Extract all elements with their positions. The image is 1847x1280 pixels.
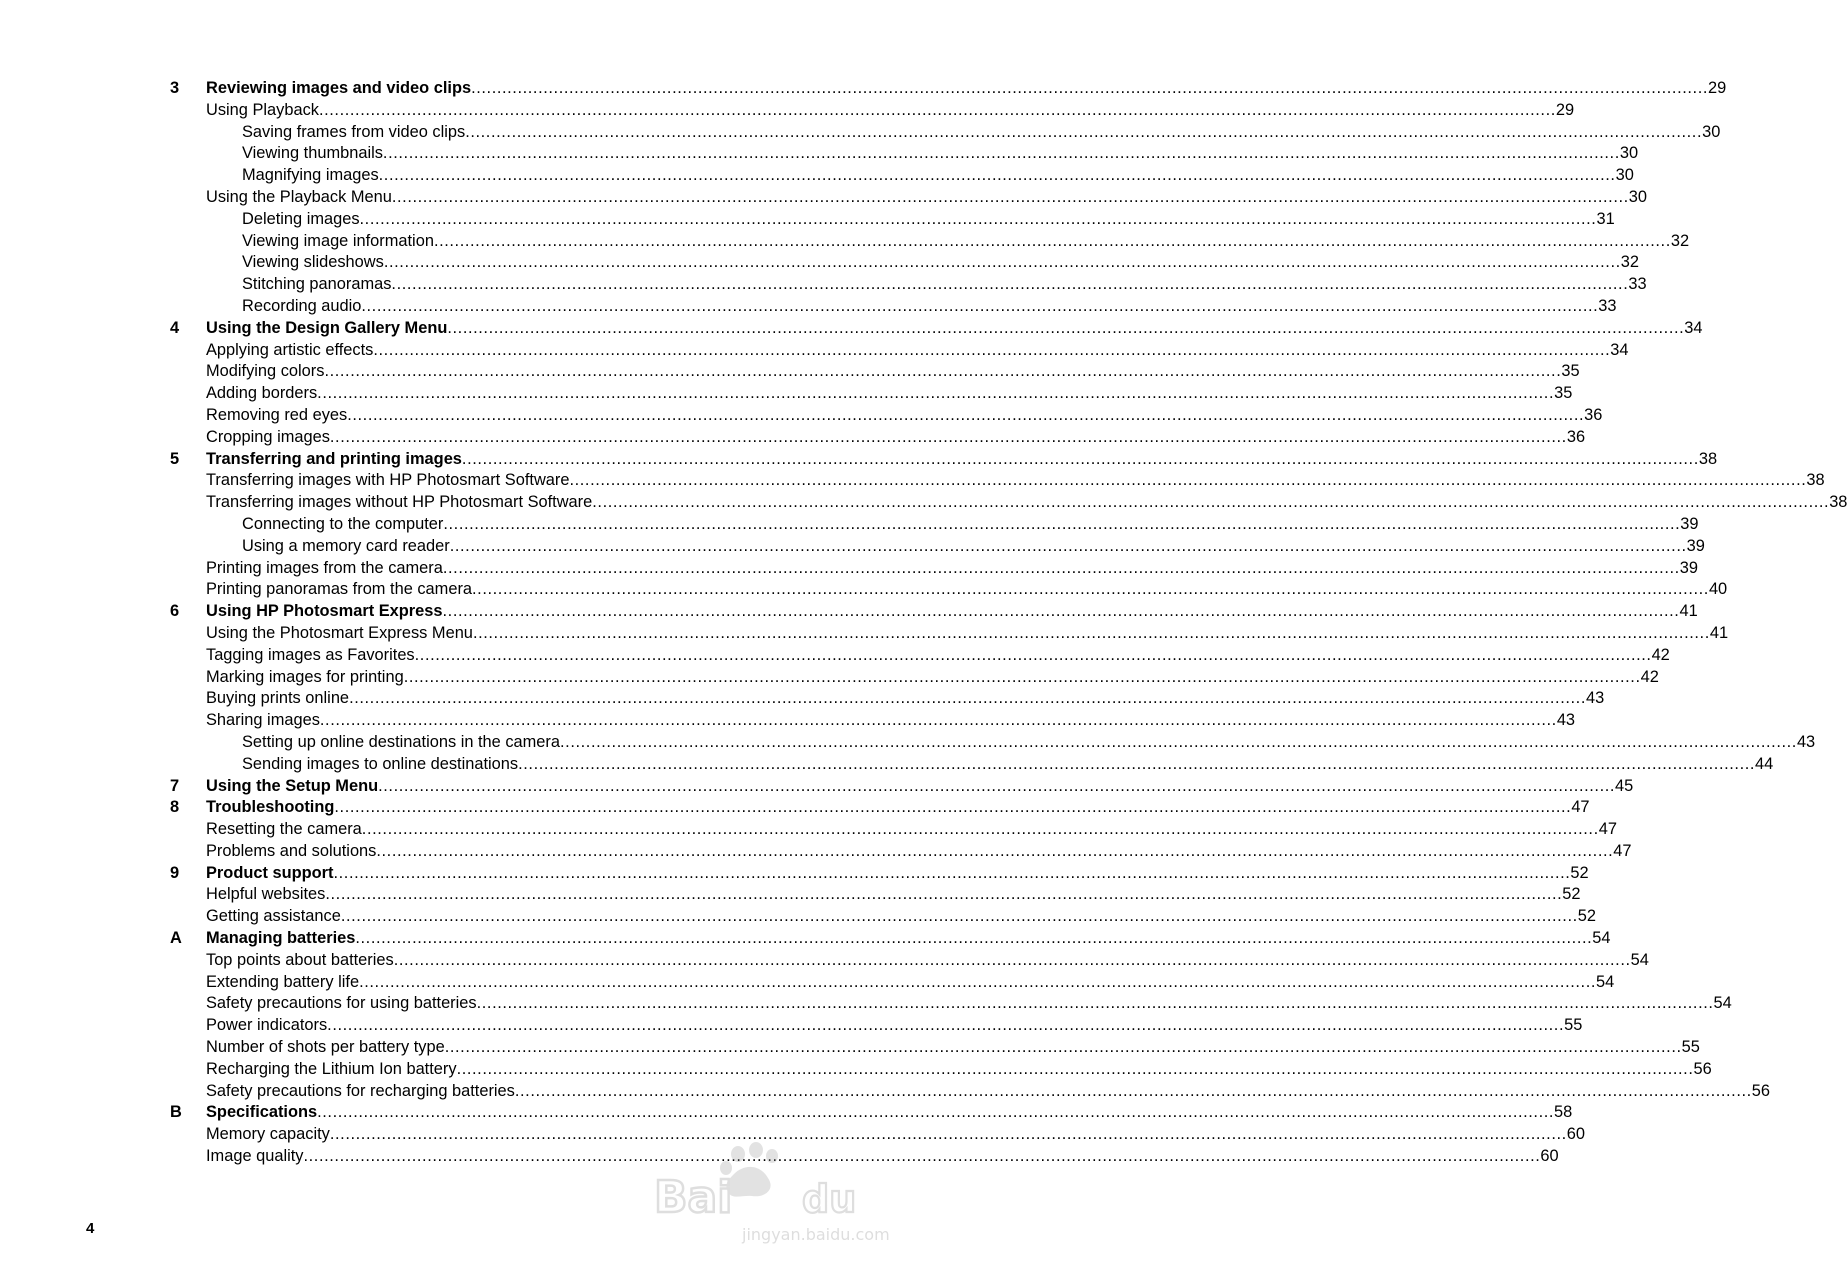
toc-entry-title[interactable]: Transferring images with HP Photosmart Software — [206, 471, 570, 490]
toc-entry-line — [206, 579, 1728, 601]
dot-leader — [465, 122, 1702, 144]
toc-entry[interactable] — [0, 710, 1576, 732]
toc-entry-title[interactable]: Applying artistic effects — [206, 340, 374, 359]
dot-leader — [304, 1146, 1541, 1168]
toc-entry-title[interactable]: Reviewing images and video clips — [206, 79, 472, 97]
dot-leader — [361, 296, 1598, 318]
toc-entry-page[interactable]: 54 — [1596, 972, 1615, 991]
toc-entry[interactable] — [0, 993, 1732, 1015]
dot-leader — [392, 187, 1629, 209]
dot-leader — [445, 1037, 1682, 1059]
toc-entry-title[interactable]: Top points about batteries — [206, 950, 394, 969]
toc-entry[interactable] — [0, 296, 1617, 318]
toc-entry-line — [206, 688, 1605, 710]
toc-entry[interactable] — [0, 209, 1615, 231]
toc-entry-title[interactable]: Buying prints online — [206, 689, 350, 708]
dot-leader — [450, 536, 1687, 558]
toc-entry-line — [206, 1059, 1712, 1081]
toc-entry-page[interactable]: 54 — [1592, 929, 1611, 948]
toc-entry-line — [206, 906, 1596, 928]
toc-entry-page[interactable]: 45 — [1615, 776, 1634, 795]
toc-entry-line — [206, 449, 1718, 471]
toc-entry-line — [242, 732, 1816, 754]
toc-entry-line — [242, 165, 1634, 187]
dot-leader — [359, 972, 1596, 994]
toc-entry-page[interactable]: 43 — [1585, 689, 1605, 708]
dot-leader — [355, 928, 1592, 950]
dot-leader — [349, 688, 1586, 710]
toc-entry[interactable] — [0, 100, 1575, 122]
toc-entry-page[interactable]: 47 — [1613, 841, 1632, 860]
toc-entry-page[interactable]: 60 — [1540, 1147, 1559, 1166]
toc-entry-line — [242, 143, 1639, 165]
dot-leader — [394, 950, 1631, 972]
toc-entry-title[interactable]: Safety precautions for using batteries — [206, 994, 477, 1013]
toc-entry-page[interactable]: 29 — [1555, 100, 1575, 119]
toc-entry-title[interactable]: Transferring and printing images — [206, 449, 462, 468]
dot-leader — [471, 78, 1708, 100]
toc-entry[interactable] — [0, 274, 1647, 296]
toc-entry-line — [206, 645, 1670, 667]
toc-entry[interactable] — [0, 318, 1703, 340]
toc-entry[interactable] — [0, 1102, 1573, 1124]
dot-leader — [330, 427, 1567, 449]
dot-leader — [319, 100, 1556, 122]
toc-entry-line — [206, 863, 1589, 885]
toc-entry-page[interactable]: 34 — [1610, 340, 1629, 359]
chapter-number: 8 — [170, 798, 180, 817]
toc-entry-title[interactable]: Product support — [206, 863, 334, 882]
chapter-number: 4 — [170, 318, 180, 337]
dot-leader — [379, 165, 1616, 187]
toc-entry-line — [242, 209, 1615, 231]
toc-entry-page[interactable]: 55 — [1564, 1016, 1583, 1035]
dot-leader — [473, 623, 1710, 645]
dot-leader — [341, 906, 1578, 928]
dot-leader — [384, 252, 1621, 274]
dot-leader — [333, 863, 1570, 885]
toc-entry-title[interactable]: Helpful websites — [206, 885, 326, 904]
chapter-number: A — [170, 929, 182, 948]
toc-entry-page[interactable]: 56 — [1751, 1081, 1771, 1100]
toc-entry[interactable] — [0, 143, 1639, 165]
toc-entry[interactable] — [0, 863, 1589, 885]
toc-entry[interactable] — [0, 558, 1699, 580]
dot-leader — [360, 209, 1597, 231]
toc-entry[interactable] — [0, 383, 1573, 405]
toc-entry-title[interactable]: Viewing slideshows — [242, 253, 384, 272]
toc-entry-title[interactable]: Number of shots per battery type — [206, 1038, 445, 1057]
dot-leader — [592, 492, 1829, 514]
dot-leader — [347, 405, 1584, 427]
toc-entry[interactable] — [0, 536, 1705, 558]
toc-entry-title[interactable]: Viewing image information — [242, 231, 434, 250]
toc-entry-page[interactable]: 38 — [1806, 471, 1825, 490]
toc-entry[interactable] — [0, 1059, 1712, 1081]
svg-text:du: du — [802, 1177, 857, 1221]
dot-leader — [383, 143, 1620, 165]
toc-entry-line — [242, 252, 1639, 274]
toc-entry-page[interactable]: 30 — [1619, 144, 1639, 163]
dot-leader — [462, 449, 1699, 471]
toc-entry-page[interactable]: 30 — [1702, 122, 1721, 141]
dot-leader — [560, 732, 1797, 754]
toc-entry-title[interactable]: Safety precautions for recharging batteries — [206, 1081, 515, 1100]
toc-entry[interactable] — [0, 928, 1611, 950]
toc-entry[interactable] — [0, 427, 1586, 449]
toc-entry[interactable] — [0, 340, 1629, 362]
toc-entry-line — [206, 884, 1581, 906]
table-of-contents — [0, 78, 1847, 1168]
chapter-number: 5 — [170, 449, 180, 468]
toc-entry-title[interactable]: Managing batteries — [206, 929, 356, 948]
toc-entry-title[interactable]: Marking images for printing — [206, 667, 404, 686]
toc-entry[interactable] — [0, 601, 1698, 623]
toc-entry[interactable] — [0, 776, 1634, 798]
toc-entry-title[interactable]: Removing red eyes — [206, 405, 348, 424]
toc-entry-title[interactable]: Sending images to online destinations — [242, 754, 519, 773]
chapter-number: 9 — [170, 863, 180, 882]
dot-leader — [362, 819, 1599, 841]
dot-leader — [325, 884, 1562, 906]
toc-entry-title[interactable]: Using a memory card reader — [242, 536, 450, 555]
dot-leader — [373, 340, 1610, 362]
toc-entry-line — [242, 296, 1617, 318]
toc-entry-page[interactable]: 60 — [1566, 1125, 1586, 1144]
toc-entry-line — [206, 1102, 1573, 1124]
toc-entry-title[interactable]: Power indicators — [206, 1016, 328, 1035]
toc-entry-line — [206, 623, 1729, 645]
dot-leader — [391, 274, 1628, 296]
toc-entry-line — [206, 928, 1611, 950]
dot-leader — [515, 1081, 1752, 1103]
toc-entry-line — [206, 797, 1590, 819]
toc-entry[interactable] — [0, 449, 1718, 471]
toc-entry-title[interactable]: Adding borders — [206, 384, 318, 403]
toc-entry-page[interactable]: 42 — [1640, 667, 1659, 686]
toc-entry[interactable] — [0, 688, 1605, 710]
toc-entry[interactable] — [0, 732, 1816, 754]
toc-entry-page[interactable]: 56 — [1693, 1059, 1712, 1078]
toc-entry-title[interactable]: Using the Setup Menu — [206, 776, 379, 795]
toc-entry-page[interactable]: 52 — [1562, 885, 1581, 904]
toc-entry[interactable] — [0, 231, 1690, 253]
toc-entry-page[interactable]: 41 — [1679, 602, 1698, 621]
toc-entry-title[interactable]: Transferring images without HP Photosmart Software — [206, 493, 593, 512]
toc-entry-page[interactable]: 36 — [1566, 427, 1586, 446]
toc-entry-title[interactable]: Resetting the camera — [206, 820, 362, 839]
toc-entry-line — [206, 492, 1847, 514]
toc-entry-line — [206, 78, 1727, 100]
toc-entry-line — [242, 514, 1699, 536]
dot-leader — [447, 318, 1684, 340]
dot-leader — [472, 579, 1709, 601]
toc-entry-page[interactable]: 36 — [1584, 405, 1603, 424]
toc-entry[interactable] — [0, 797, 1590, 819]
toc-entry-line — [242, 231, 1690, 253]
dot-leader — [443, 514, 1680, 536]
toc-entry-line — [206, 470, 1825, 492]
toc-entry-title[interactable]: Using Playback — [206, 100, 319, 119]
toc-entry-page[interactable]: 32 — [1670, 231, 1690, 250]
toc-entry-title[interactable]: Setting up online destinations in the camera — [242, 732, 561, 751]
toc-entry-title[interactable]: Sharing images — [206, 711, 320, 730]
toc-entry[interactable] — [0, 470, 1825, 492]
dot-leader — [378, 776, 1615, 798]
toc-entry[interactable] — [0, 1037, 1700, 1059]
toc-entry-page[interactable]: 52 — [1577, 907, 1596, 926]
toc-entry-page[interactable]: 42 — [1651, 645, 1670, 664]
toc-entry-title[interactable]: Stitching panoramas — [242, 275, 392, 294]
toc-entry-title[interactable]: Printing panoramas from the camera — [206, 580, 473, 599]
toc-entry[interactable] — [0, 906, 1596, 928]
toc-entry-page[interactable]: 30 — [1615, 166, 1634, 185]
toc-entry-page[interactable]: 32 — [1620, 253, 1639, 272]
toc-entry-page[interactable]: 43 — [1796, 732, 1816, 751]
toc-entry[interactable] — [0, 252, 1639, 274]
toc-entry-title[interactable]: Modifying colors — [206, 362, 325, 381]
chapter-number: 3 — [170, 79, 180, 97]
toc-entry-page[interactable]: 35 — [1561, 362, 1580, 381]
toc-entry-page[interactable]: 54 — [1630, 950, 1649, 969]
dot-leader — [443, 558, 1680, 580]
toc-entry-line — [206, 819, 1617, 841]
toc-entry-line — [206, 1015, 1583, 1037]
toc-entry-line — [206, 972, 1615, 994]
toc-entry-title[interactable]: Memory capacity — [206, 1125, 330, 1144]
toc-entry-line — [206, 558, 1699, 580]
toc-entry-title[interactable]: Viewing thumbnails — [242, 144, 383, 163]
toc-entry-line — [206, 427, 1586, 449]
dot-leader — [569, 470, 1806, 492]
toc-entry-title[interactable]: Using the Photosmart Express Menu — [206, 623, 473, 642]
toc-entry-title[interactable]: Problems and solutions — [206, 841, 377, 860]
toc-entry-title[interactable]: Image quality — [206, 1147, 304, 1166]
toc-entry-title[interactable]: Recharging the Lithium Ion battery — [206, 1059, 457, 1078]
toc-entry[interactable] — [0, 623, 1729, 645]
toc-entry-page[interactable]: 30 — [1628, 187, 1648, 206]
toc-entry-page[interactable]: 35 — [1554, 384, 1573, 403]
toc-entry-line — [242, 536, 1705, 558]
toc-entry-line — [206, 361, 1580, 383]
chapter-number: B — [170, 1103, 182, 1122]
toc-entry[interactable] — [0, 819, 1617, 841]
dot-leader — [317, 383, 1554, 405]
toc-entry[interactable] — [0, 1081, 1771, 1103]
dot-leader — [324, 361, 1561, 383]
toc-entry-title[interactable]: Connecting to the computer — [242, 514, 444, 533]
dot-leader — [404, 667, 1641, 689]
dot-leader — [317, 1102, 1554, 1124]
toc-entry-page[interactable]: 40 — [1708, 580, 1728, 599]
toc-entry[interactable] — [0, 884, 1581, 906]
toc-entry-line — [206, 601, 1698, 623]
toc-entry-page[interactable]: 47 — [1598, 820, 1617, 839]
toc-entry-line — [242, 122, 1721, 144]
toc-entry-line — [206, 340, 1629, 362]
toc-entry[interactable] — [0, 405, 1603, 427]
chapter-number: 6 — [170, 602, 180, 621]
toc-entry-line — [206, 841, 1632, 863]
dot-leader — [334, 797, 1571, 819]
toc-entry-title[interactable]: Printing images from the camera — [206, 558, 443, 577]
toc-entry[interactable] — [0, 187, 1648, 209]
toc-entry[interactable] — [0, 950, 1649, 972]
toc-entry[interactable] — [0, 492, 1847, 514]
toc-entry-line — [206, 776, 1634, 798]
toc-entry-line — [242, 754, 1774, 776]
toc-entry[interactable] — [0, 667, 1659, 689]
toc-entry-page[interactable]: 58 — [1554, 1103, 1573, 1122]
toc-entry-line — [206, 1037, 1700, 1059]
toc-entry-title[interactable]: Specifications — [206, 1103, 318, 1122]
toc-entry-line — [206, 100, 1575, 122]
chapter-number: 7 — [170, 776, 180, 795]
toc-entry-title[interactable]: Saving frames from video clips — [242, 122, 466, 141]
dot-leader — [320, 710, 1557, 732]
toc-entry-page[interactable]: 33 — [1628, 275, 1647, 294]
toc-entry-title[interactable]: Deleting images — [242, 209, 360, 228]
toc-entry-page[interactable]: 39 — [1686, 536, 1705, 555]
toc-entry-page[interactable]: 31 — [1596, 209, 1615, 228]
toc-entry-line — [206, 950, 1649, 972]
watermark-url: jingyan.baidu.com — [742, 1225, 890, 1244]
dot-leader — [330, 1124, 1567, 1146]
toc-entry-line — [206, 667, 1659, 689]
toc-entry-page[interactable]: 38 — [1698, 449, 1718, 468]
page-number: 4 — [86, 1220, 95, 1237]
toc-entry-title[interactable]: Getting assistance — [206, 907, 341, 926]
dot-leader — [376, 841, 1613, 863]
toc-entry-page[interactable]: 44 — [1755, 754, 1774, 773]
toc-entry[interactable] — [0, 78, 1727, 100]
toc-entry[interactable] — [0, 579, 1728, 601]
toc-entry-title[interactable]: Recording audio — [242, 296, 362, 315]
toc-entry-title[interactable]: Using the Playback Menu — [206, 187, 392, 206]
toc-entry-title[interactable]: Troubleshooting — [206, 798, 335, 817]
toc-entry-page[interactable]: 29 — [1708, 79, 1727, 97]
toc-entry[interactable] — [0, 841, 1632, 863]
toc-entry-page[interactable]: 34 — [1684, 318, 1703, 337]
toc-entry-page[interactable]: 54 — [1713, 994, 1732, 1013]
toc-entry-title[interactable]: Using HP Photosmart Express — [206, 602, 443, 621]
dot-leader — [327, 1015, 1564, 1037]
toc-entry-page[interactable]: 33 — [1598, 296, 1617, 315]
toc-entry[interactable] — [0, 972, 1615, 994]
toc-entry-title[interactable]: Cropping images — [206, 427, 330, 446]
toc-entry-line — [206, 1081, 1771, 1103]
toc-entry-page[interactable]: 47 — [1571, 798, 1590, 817]
toc-entry[interactable] — [0, 754, 1774, 776]
toc-entry[interactable] — [0, 514, 1699, 536]
toc-entry[interactable] — [0, 361, 1580, 383]
dot-leader — [518, 754, 1755, 776]
toc-entry[interactable] — [0, 645, 1670, 667]
toc-entry-page[interactable]: 43 — [1556, 711, 1576, 730]
toc-entry[interactable] — [0, 122, 1721, 144]
dot-leader — [443, 601, 1680, 623]
toc-entry-line — [206, 710, 1576, 732]
toc-entry-line — [206, 405, 1603, 427]
toc-entry-title[interactable]: Magnifying images — [242, 166, 379, 185]
toc-entry-line — [206, 383, 1573, 405]
toc-entry-line — [206, 318, 1703, 340]
toc-entry-page[interactable]: 41 — [1709, 623, 1729, 642]
dot-leader — [434, 231, 1671, 253]
toc-entry-page[interactable]: 39 — [1679, 558, 1699, 577]
svg-text:Bai: Bai — [654, 1172, 733, 1223]
toc-entry-title[interactable]: Using the Design Gallery Menu — [206, 318, 448, 337]
toc-entry-page[interactable]: 52 — [1570, 863, 1589, 882]
dot-leader — [477, 993, 1714, 1015]
toc-entry-page[interactable]: 55 — [1681, 1038, 1700, 1057]
toc-entry-page[interactable]: 39 — [1680, 514, 1699, 533]
dot-leader — [415, 645, 1652, 667]
toc-entry-title[interactable]: Extending battery life — [206, 972, 360, 991]
toc-entry-line — [206, 993, 1732, 1015]
dot-leader — [457, 1059, 1694, 1081]
toc-entry[interactable] — [0, 1015, 1583, 1037]
toc-entry[interactable] — [0, 165, 1634, 187]
baidu-watermark-logo — [652, 1140, 890, 1250]
toc-entry-line — [242, 274, 1647, 296]
toc-entry-title[interactable]: Tagging images as Favorites — [206, 645, 415, 664]
toc-entry-line — [206, 187, 1648, 209]
toc-entry-page[interactable]: 38 — [1829, 493, 1847, 512]
